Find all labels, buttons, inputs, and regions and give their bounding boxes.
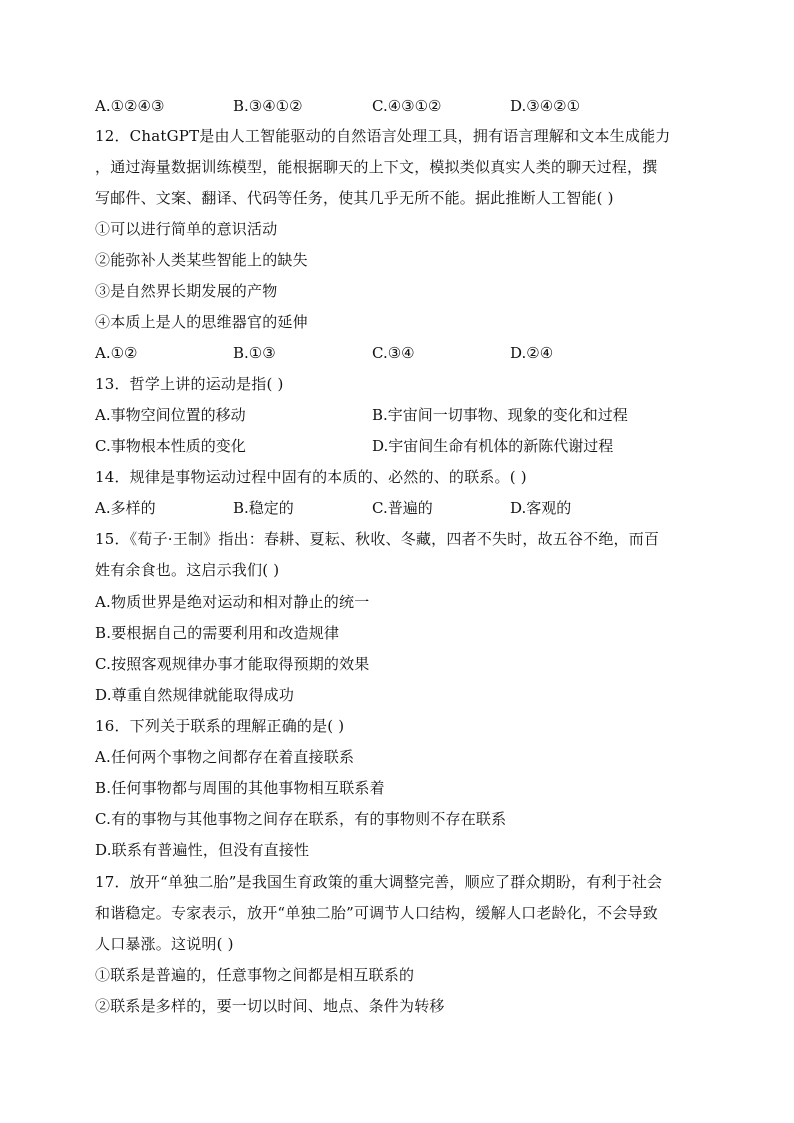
option-d[interactable]: D.③④②① <box>510 97 581 115</box>
q17-statement-1: ①联系是普遍的，任意事物之间都是相互联系的 <box>95 966 415 984</box>
q12-statement-2: ②能弥补人类某些智能上的缺失 <box>95 251 308 269</box>
option-b[interactable]: B.③④①② <box>233 97 303 115</box>
option-c[interactable]: C.④③①② <box>372 97 442 115</box>
option-b[interactable]: B.①③ <box>233 344 276 362</box>
q16-option-b[interactable]: B.任何事物都与周围的其他事物相互联系着 <box>95 779 385 797</box>
q12-statement-1: ①可以进行简单的意识活动 <box>95 220 278 238</box>
option-a[interactable]: A.多样的 <box>95 499 156 517</box>
q14-stem: 14．规律是事物运动过程中固有的本质的、必然的、的联系。( ) <box>95 468 527 486</box>
q12-statement-4: ④本质上是人的思维器官的延伸 <box>95 313 308 331</box>
q15-option-c[interactable]: C.按照客观规律办事才能取得预期的效果 <box>95 655 370 673</box>
q12-options <box>95 343 715 363</box>
q13-stem: 13．哲学上讲的运动是指( ) <box>95 375 284 393</box>
option-a[interactable]: A.①② <box>95 344 138 362</box>
option-b[interactable]: B.宇宙间一切事物、现象的变化和过程 <box>372 406 628 424</box>
q15-stem-line-1: 15．《荀子·王制》指出：春耕、夏耘、秋收、冬藏，四者不失时，故五谷不绝，而百 <box>95 530 660 548</box>
q12-statement-3: ③是自然界长期发展的产物 <box>95 282 278 300</box>
q15-option-d[interactable]: D.尊重自然规律就能取得成功 <box>95 686 295 704</box>
option-c[interactable]: C.③④ <box>372 344 415 362</box>
option-d[interactable]: D.宇宙间生命有机体的新陈代谢过程 <box>372 437 614 455</box>
q16-option-a[interactable]: A.任何两个事物之间都存在着直接联系 <box>95 748 355 766</box>
q17-stem-line-2: 和谐稳定。专家表示，放开“单独二胎”可调节人口结构，缓解人口老龄化，不会导致 <box>95 904 658 922</box>
q15-stem-line-2: 姓有余食也。这启示我们( ) <box>95 561 280 579</box>
q12-stem-line-1: 12．ChatGPT是由人工智能驱动的自然语言处理工具，拥有语言理解和文本生成能力 <box>95 127 671 145</box>
q12-stem-line-2: ，通过海量数据训练模型，能根据聊天的上下文，模拟类似真实人类的聊天过程，撰 <box>95 158 658 176</box>
q15-option-a[interactable]: A.物质世界是绝对运动和相对静止的统一 <box>95 593 370 611</box>
q11-options <box>95 96 715 116</box>
q16-stem: 16．下列关于联系的理解正确的是( ) <box>95 717 345 735</box>
option-a[interactable]: A.①②④③ <box>95 97 165 115</box>
q16-option-d[interactable]: D.联系有普遍性，但没有直接性 <box>95 841 310 859</box>
option-b[interactable]: B.稳定的 <box>233 499 294 517</box>
option-a[interactable]: A.事物空间位置的移动 <box>95 406 246 424</box>
q17-statement-2: ②联系是多样的，要一切以时间、地点、条件为转移 <box>95 997 445 1015</box>
option-d[interactable]: D.客观的 <box>510 499 572 517</box>
option-d[interactable]: D.②④ <box>510 344 554 362</box>
option-c[interactable]: C.事物根本性质的变化 <box>95 437 246 455</box>
option-c[interactable]: C.普遍的 <box>372 499 433 517</box>
q13-options-row-1 <box>95 405 715 425</box>
q17-stem-line-3: 人口暴涨。这说明( ) <box>95 935 234 953</box>
q13-options-row-2 <box>95 436 715 456</box>
q16-option-c[interactable]: C.有的事物与其他事物之间存在联系，有的事物则不存在联系 <box>95 810 507 828</box>
q15-option-b[interactable]: B.要根据自己的需要利用和改造规律 <box>95 624 340 642</box>
q12-stem-line-3: 写邮件、文案、翻译、代码等任务，使其几乎无所不能。据此推断人工智能( ) <box>95 189 614 207</box>
q14-options <box>95 498 715 518</box>
q17-stem-line-1: 17．放开“单独二胎”是我国生育政策的重大调整完善，顺应了群众期盼，有利于社会 <box>95 873 663 891</box>
